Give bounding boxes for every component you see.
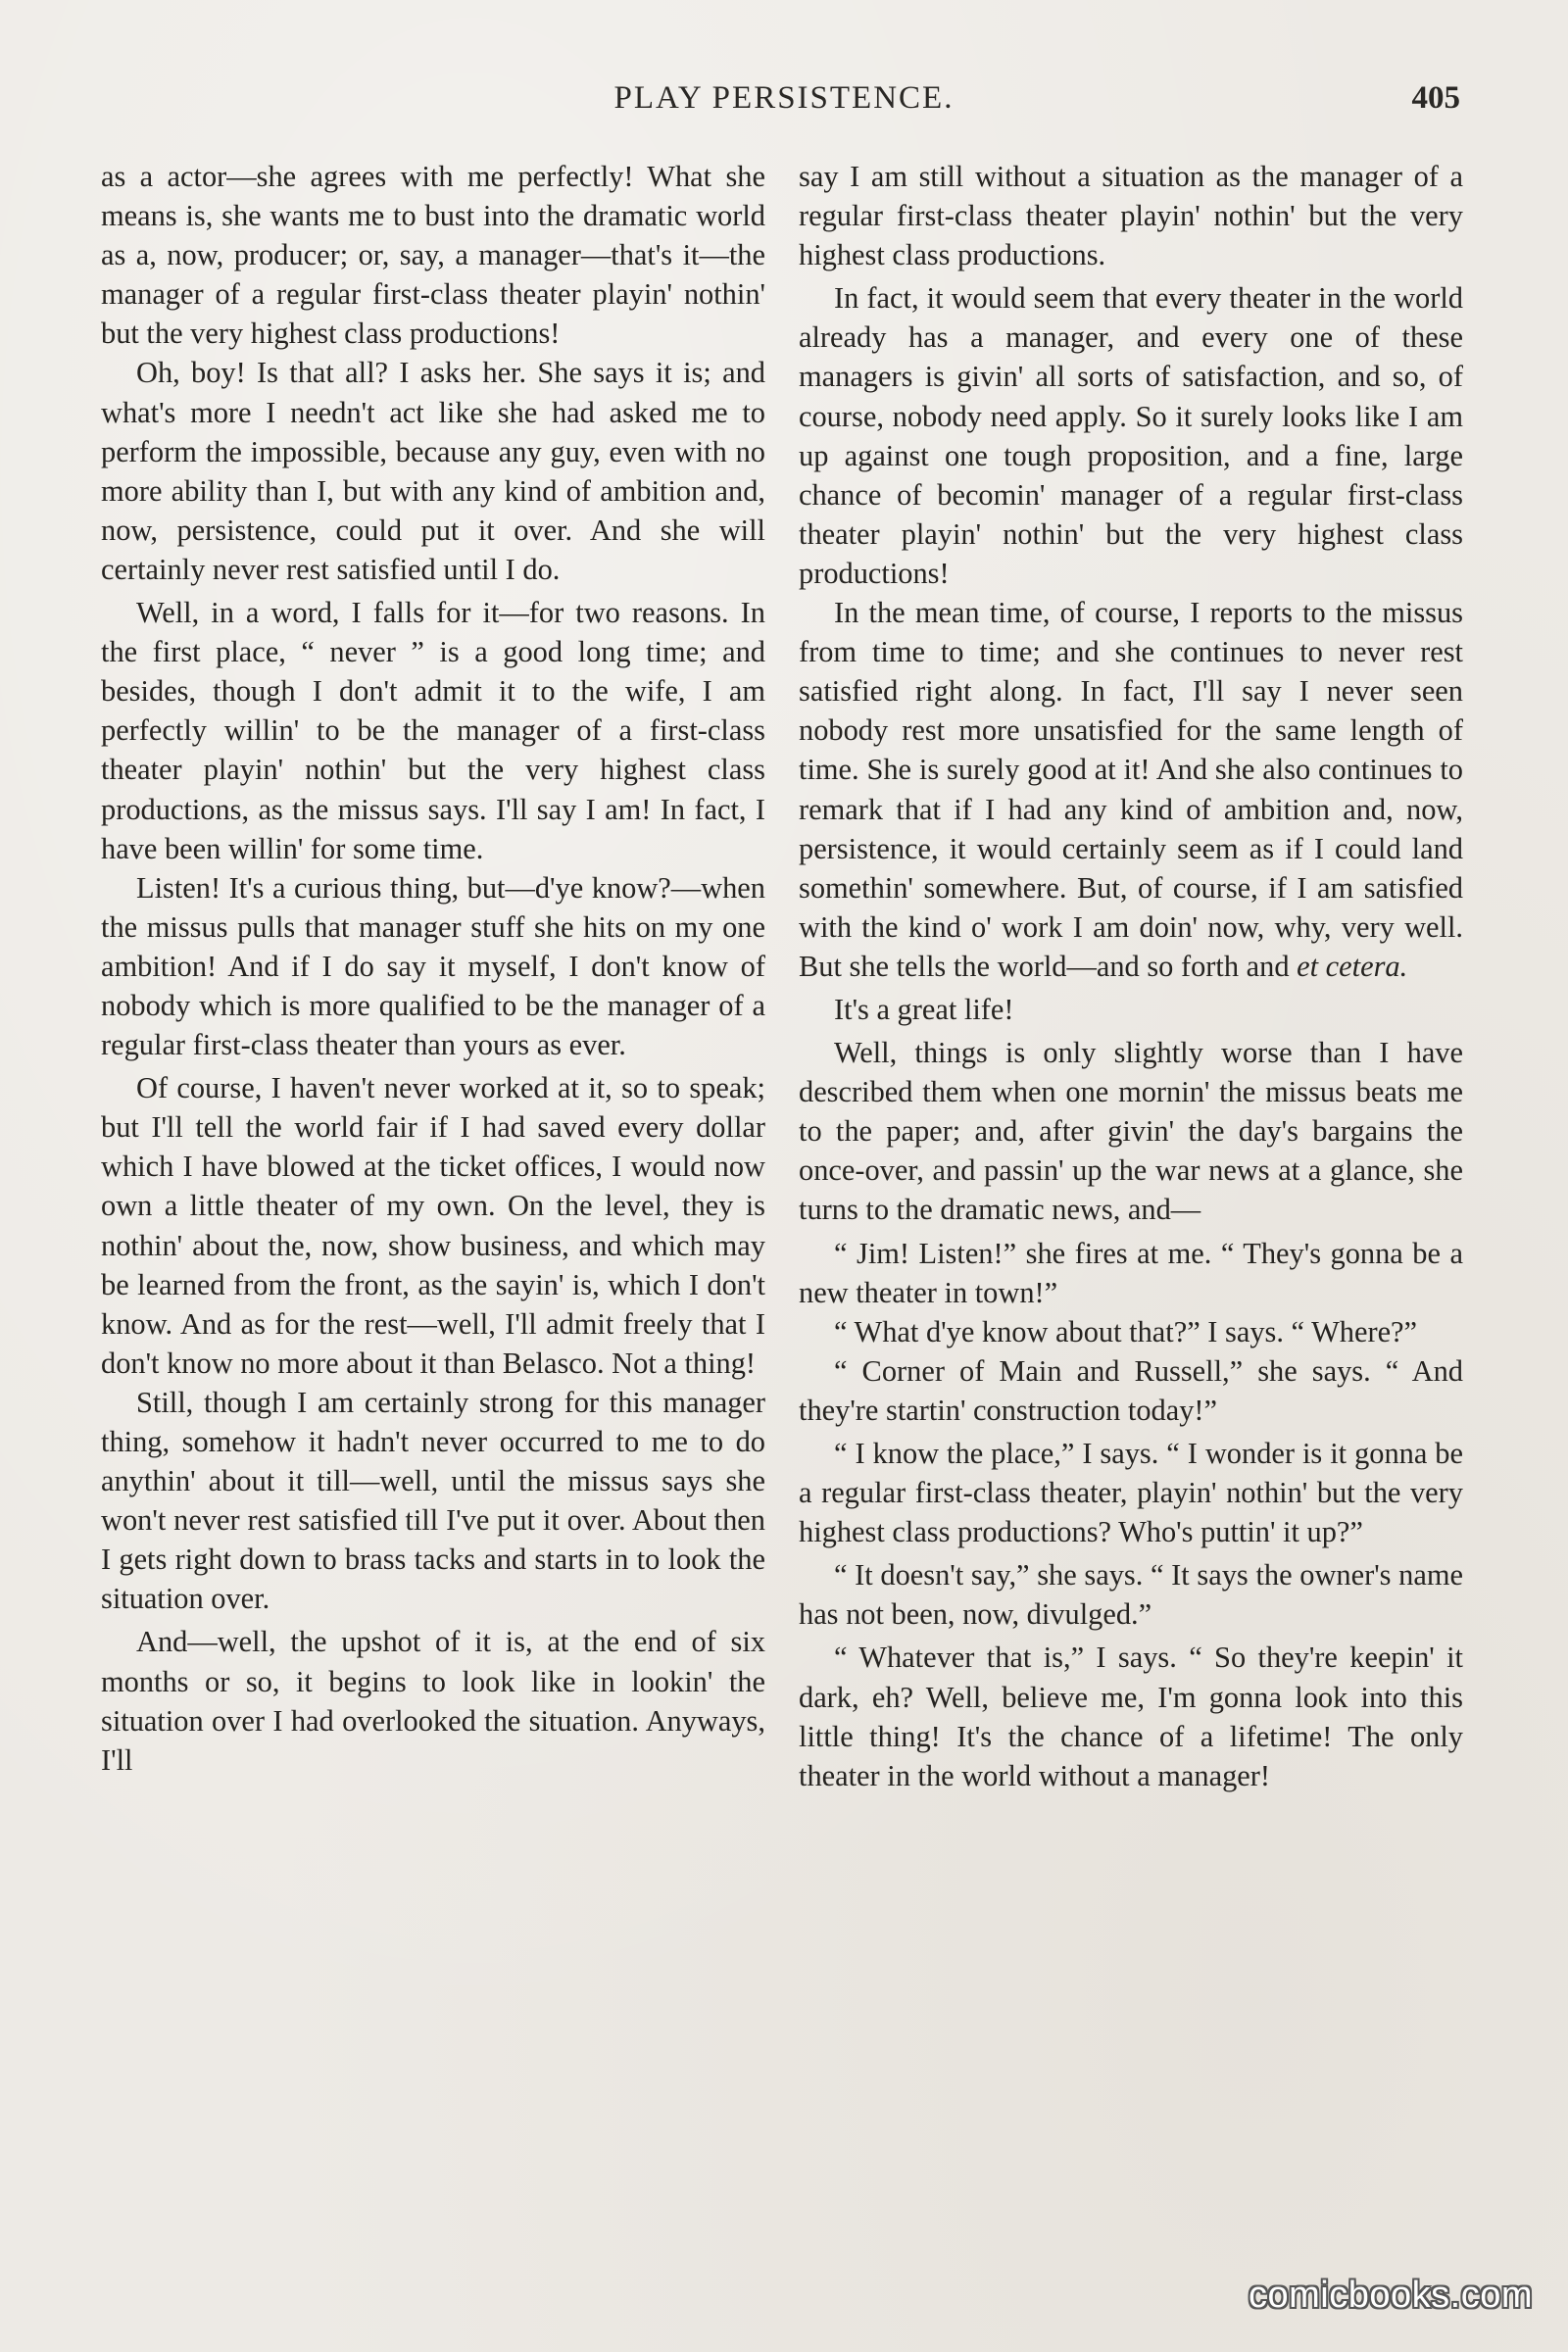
- paragraph: Listen! It's a curious thing, but—d'ye know?—when the missus pulls that manager stuff she hits on my one ambition! And if I do say it myself, I don't know of nobody which is more qualified to be the manager of a regular first-class theater than yours as ever.: [101, 870, 765, 1062]
- paragraph-text: In the mean time, of course, I reports to the missus from time to time; and she continues to never rest satisfied right along. In fact, I'll say I never seen nobody rest more unsatisfied for the same length of time. She is surely good at it! And she also continues to remark that if I had any kind of ambition and, now, persistence, it would certainly seem as if I could land somethin' somewhere. But, of course, if I am satisfied with the kind o' work I am doin' now, why, very well. But she tells the world—and so forth and: [799, 596, 1463, 983]
- page-number: 405: [1411, 80, 1460, 116]
- left-column: [101, 157, 765, 1780]
- paragraph: “ Jim! Listen!” she fires at me. “ They's gonna be a new theater in town!”: [799, 1236, 1463, 1309]
- paragraph: In fact, it would seem that every theater in the world already has a manager, and every one of these managers is givin' all sorts of satisfaction, and so, of course, nobody need apply. So it surely looks like I am up against one tough proposition, and a fine, large chance of becomin' manager of a regular first-class theater playin' nothin' but the very highest class productions!: [799, 281, 1463, 590]
- italic-phrase: et cetera.: [1297, 949, 1408, 983]
- paragraph: It's a great life!: [834, 992, 1014, 1026]
- paragraph: Oh, boy! Is that all? I asks her. She says it is; and what's more I needn't act like she had asked me to perform the impossible, because any guy, even with no more ability than I, but with any kind of ambition and, now, persistence, could put it over. And she will certainly never rest satisfied until I do.: [101, 356, 765, 586]
- paragraph: “ It doesn't say,” she says. “ It says the owner's name has not been, now, divulged.”: [799, 1558, 1463, 1632]
- paragraph: say I am still without a situation as the manager of a regular first-class theater playin' nothin' but the very highest class productions.: [799, 160, 1463, 272]
- paragraph: “ I know the place,” I says. “ I wonder is it gonna be a regular first-class theater, playin' nothin' but the very highest class productions? Who's puttin' it up?”: [799, 1437, 1463, 1549]
- paragraph: Of course, I haven't never worked at it, so to speak; but I'll tell the world fair if I had saved every dollar which I have blowed at the ticket offices, I would now own a little theater of my own. On the level, they is nothin' about the, now, show business, and which may be learned from the front, as the sayin' is, which I don't know. And as for the rest—well, I'll admit freely that I don't know no more about it than Belasco. Not a thing!: [101, 1071, 765, 1380]
- right-column: [799, 157, 1463, 1795]
- paragraph: “ Corner of Main and Russell,” she says. “ And they're startin' construction today!”: [799, 1353, 1463, 1427]
- paragraph: Well, in a word, I falls for it—for two reasons. In the first place, “ never ” is a good long time; and besides, though I don't admit it to the wife, I am perfectly willin' to be the manager of a first-class theater playin' nothin' but the very highest class productions, as the missus says. I'll say I am! In fact, I have been willin' for some time.: [101, 596, 765, 865]
- watermark: comicbooks.com: [1249, 2275, 1533, 2316]
- paragraph: as a actor—she agrees with me perfectly! What she means is, she wants me to bust into the dramatic world as a, now, producer; or, say, a manager—that's it—the manager of a regular first-class theater playin' nothin' but the very highest class productions!: [101, 160, 765, 351]
- paragraph: “ What d'ye know about that?” I says. “ Where?”: [834, 1314, 1418, 1348]
- paragraph: And—well, the upshot of it is, at the end of six months or so, it begins to look like in lookin' the situation over I had overlooked the situation. Anyways, I'll: [101, 1625, 765, 1777]
- paragraph: Well, things is only slightly worse than I have described them when one mornin' the missus beats me to the paper; and, after givin' the day's bargains the once-over, and passin' up the war news at a glance, she turns to the dramatic news, and—: [799, 1036, 1463, 1227]
- running-title: PLAY PERSISTENCE.: [613, 80, 955, 116]
- paragraph: Still, though I am certainly strong for this manager thing, somehow it hadn't never occurred to me to do anythin' about it till—well, until the missus says she won't never rest satisfied till I've put it over. About then I gets right down to brass tacks and starts in to look the situation over.: [101, 1385, 765, 1616]
- paragraph: [799, 593, 1463, 986]
- paragraph: “ Whatever that is,” I says. “ So they're keepin' it dark, eh? Well, believe me, I'm gonna look into this little thing! It's the chance of a lifetime! The only theater in the world without a manager!: [799, 1641, 1463, 1792]
